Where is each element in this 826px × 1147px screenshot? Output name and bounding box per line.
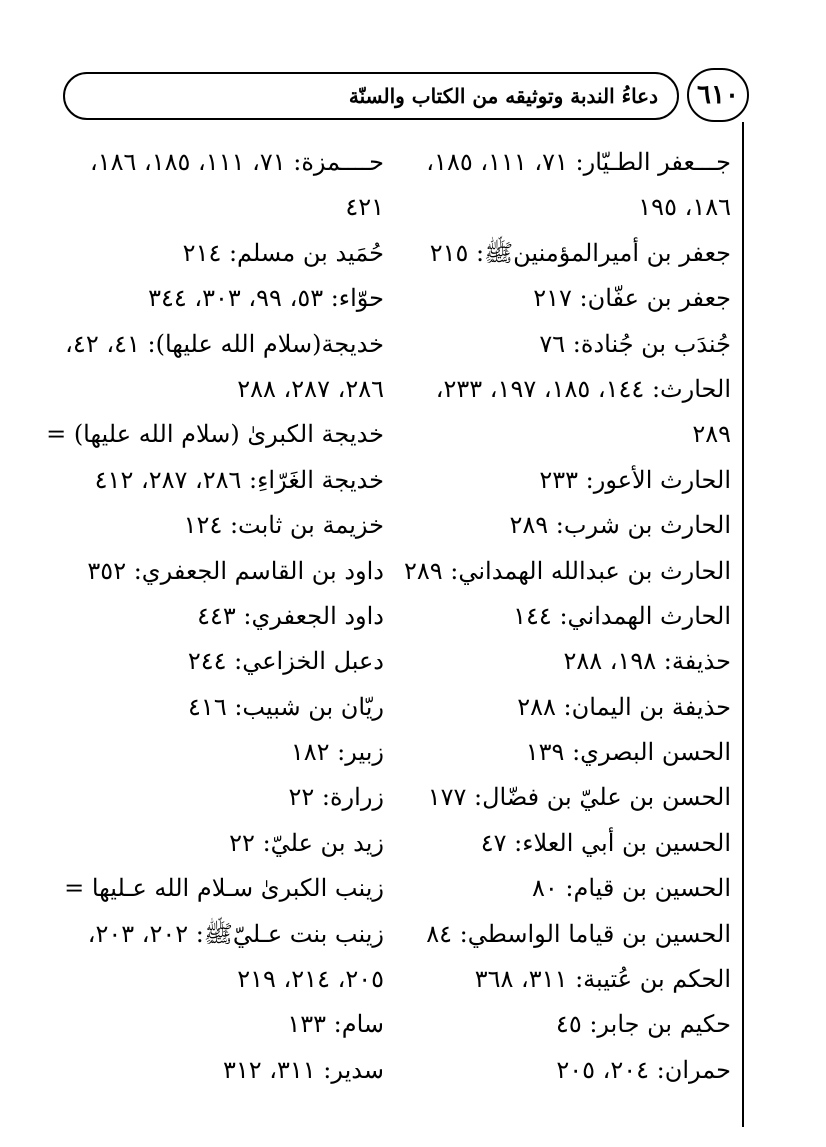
- page-number-badge: ٦١٠: [687, 68, 749, 122]
- index-entry-line: خديجة الغَرّاءِ: ٢٨٦، ٢٨٧، ٤١٢: [94, 465, 384, 494]
- index-entry-line: حــــمزة: ٧١، ١١١، ١٨٥، ١٨٦،: [89, 148, 384, 176]
- index-entry-line: خزيمة بن ثابت: ١٢٤: [183, 511, 384, 540]
- index-entry-line: ريّان بن شبيب: ٤١٦: [188, 692, 384, 721]
- running-header-title: دعاءُ الندبة وتوثيقه من الكتاب والسنّة: [348, 84, 658, 108]
- index-entry-line: الحارث الأعور: ٢٣٣: [539, 465, 731, 494]
- index-entry-line: الحارث بن شرب: ٢٨٩: [509, 511, 731, 540]
- index-entry-line: ٤٢١: [345, 193, 384, 222]
- index-entry-line: الحارث بن عبدالله الهمداني: ٢٨٩: [403, 556, 731, 585]
- index-column-right: [405, 140, 731, 1093]
- index-entry-line: سام: ١٣٣: [287, 1010, 384, 1039]
- index-entry-line: الحسين بن أبي العلاء: ٤٧: [480, 828, 731, 857]
- index-entry-line: ٢٨٦، ٢٨٧، ٢٨٨: [237, 374, 384, 403]
- index-entry-line: حكيم بن جابر: ٤٥: [555, 1010, 731, 1039]
- index-entry-line: ٢٠٥، ٢١٤، ٢١٩: [237, 965, 384, 994]
- index-entry-line: الحارث الهمداني: ١٤٤: [513, 601, 731, 630]
- index-entry-line: جعفر بن عفّان: ٢١٧: [533, 284, 731, 313]
- index-entry-line: دعبل الخزاعي: ٢٤٤: [187, 647, 384, 676]
- index-entry-line: الحسين بن قياما الواسطي: ٨٤: [426, 919, 731, 948]
- index-entry-line: حُمَيد بن مسلم: ٢١٤: [182, 238, 384, 267]
- index-entry-line: جُندَب بن جُنادة: ٧٦: [539, 329, 731, 358]
- index-entry-line: الحسين بن قيام: ٨٠: [532, 874, 731, 903]
- index-entry-line: حذيفة: ١٩٨، ٢٨٨: [563, 647, 731, 676]
- index-entry-line: خديجة(سلام الله عليها): ٤١، ٤٢،: [65, 329, 384, 358]
- index-entry-line: الحسن البصري: ١٣٩: [525, 738, 731, 767]
- index-entry-line: ٢٨٩: [692, 420, 731, 449]
- index-entry-line: الحسن بن عليّ بن فضّال: ١٧٧: [427, 783, 731, 812]
- index-column-left: [46, 140, 384, 1093]
- index-entry-line: حمران: ٢٠٤، ٢٠٥: [556, 1055, 731, 1084]
- index-entry-line: جعفر بن أميرالمؤمنينﷺ: ٢١٥: [429, 238, 731, 267]
- index-entry-line: سدير: ٣١١، ٣١٢: [222, 1055, 384, 1084]
- index-entry-line: خديجة الكبرىٰ (سلام الله عليها) =: [46, 420, 384, 449]
- index-entry-line: زينب الكبرىٰ سـلام الله عـليها =: [64, 874, 384, 903]
- index-entry-line: داود بن القاسم الجعفري: ٣٥٢: [87, 556, 384, 585]
- index-entry-line: زبير: ١٨٢: [290, 738, 384, 767]
- index-entry-line: حذيفة بن اليمان: ٢٨٨: [517, 692, 731, 721]
- margin-rule: [742, 122, 744, 1127]
- index-entry-line: ١٨٦، ١٩٥: [638, 193, 731, 222]
- index-entry-line: جـــعفر الطـيّار: ٧١، ١١١، ١٨٥،: [426, 148, 731, 176]
- index-entry-line: داود الجعفري: ٤٤٣: [197, 601, 384, 630]
- index-entry-line: الحكم بن عُتيبة: ٣١١، ٣٦٨: [474, 965, 731, 994]
- index-entry-line: زرارة: ٢٢: [288, 783, 384, 812]
- index-entry-line: الحارث: ١٤٤، ١٨٥، ١٩٧، ٢٣٣،: [435, 374, 731, 403]
- index-entry-line: زينب بنت عـليّﷺ: ٢٠٢، ٢٠٣،: [87, 919, 384, 948]
- index-entry-line: حوّاء: ٥٣، ٩٩، ٣٠٣، ٣٤٤: [148, 284, 384, 313]
- index-entry-line: زيد بن عليّ: ٢٢: [229, 828, 384, 857]
